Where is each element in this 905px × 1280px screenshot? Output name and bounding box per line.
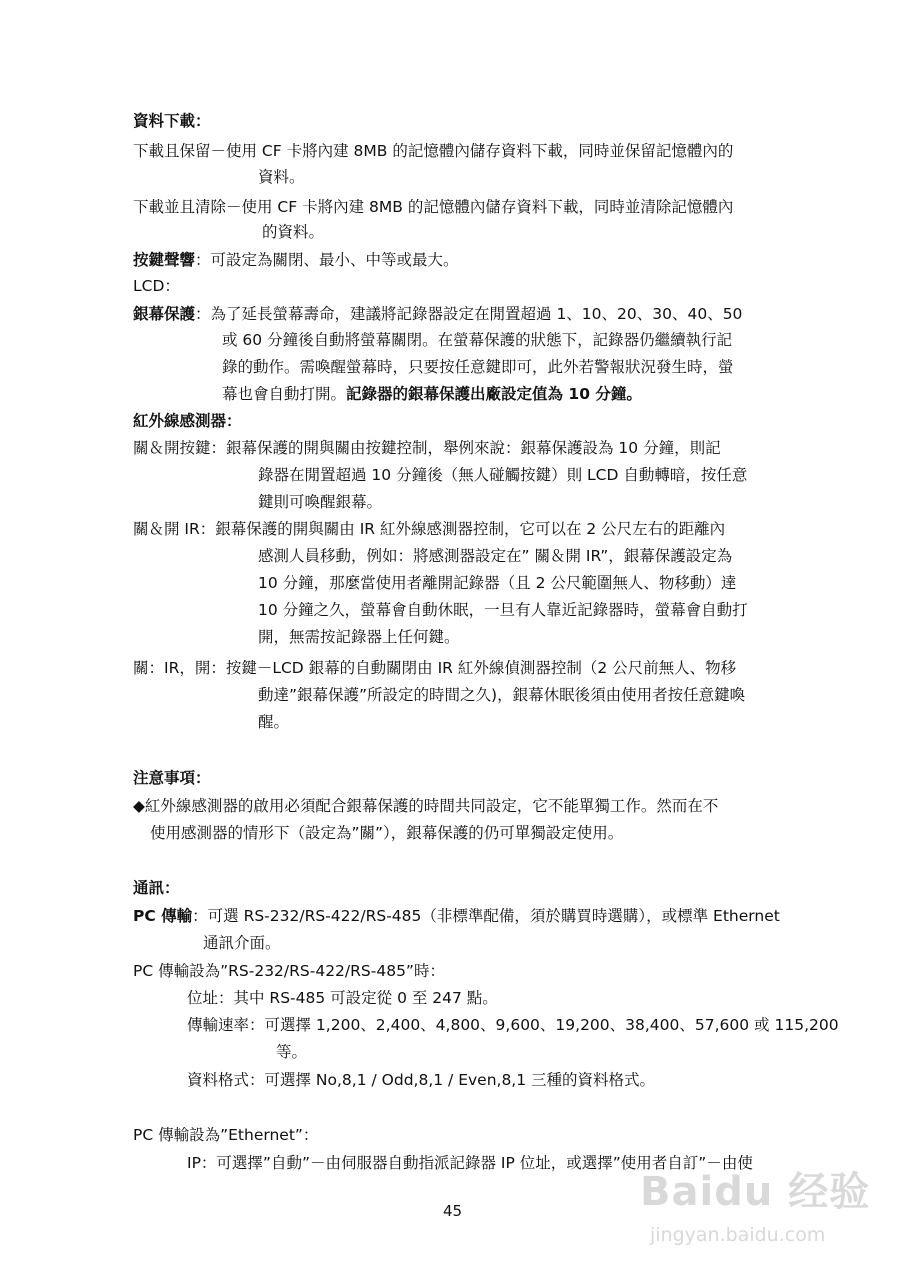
screensaver-text1: ：為了延長螢幕壽命，建議將記錄器設定在閒置超過 1、10、20、30、40、50 [195,305,743,323]
download-heading: 資料下載： [133,112,211,130]
comm-pc-line2: 通訊介面。 [203,934,281,952]
screensaver-line2: 或 60 分鐘後自動將螢幕關閉。在螢幕保護的狀態下，記錄器仍繼續執行記 [222,331,733,349]
download-clear-line1: 下載並且清除－使用 CF 卡將內建 8MB 的記憶體內儲存資料下載，同時並清除記憶體內 [133,198,734,216]
watermark-logo: Baidu 经验 [640,1169,871,1215]
ir-opt2-line5: 開，無需按記錄器上任何鍵。 [258,628,460,646]
comm-baud-line2: 等。 [276,1043,308,1061]
comm-eth-heading: PC 傳輸設為”Ethernet”： [133,1126,319,1144]
watermark [640,1160,890,1270]
ir-heading: 紅外線感測器： [133,412,242,430]
screensaver-line4 [222,384,642,404]
ir-opt2-line1: 關＆開 IR：銀幕保護的開與關由 IR 紅外線感測器控制，它可以在 2 公尺左右的距離內 [133,520,726,538]
ir-opt3-line3: 醒。 [258,713,290,731]
screensaver-line4a: 幕也會自動打開。 [222,385,347,403]
screensaver-line1 [133,304,742,324]
screensaver-label: 銀幕保護 [133,305,196,323]
comm-format: 資料格式：可選擇 No,8,1 / Odd,8,1 / Even,8,1 三種的資料格式。 [187,1071,656,1089]
comm-pc-label: PC 傳輸 [133,907,193,925]
comm-pc-line1 [133,906,780,926]
ir-opt1-line3: 鍵則可喚醒銀幕。 [258,493,383,511]
download-keep-line1: 下載且保留－使用 CF 卡將內建 8MB 的記憶體內儲存資料下載，同時並保留記憶體內的 [133,142,734,160]
ir-opt2-line4: 10 分鐘之久，螢幕會自動休眠，一旦有人靠近記錄器時，螢幕會自動打 [258,601,748,619]
notes-line2: 使用感測器的情形下（設定為”關”），銀幕保護的仍可單獨設定使用。 [150,824,624,842]
ir-opt3-line1: 關：IR，開：按鍵－LCD 銀幕的自動關閉由 IR 紅外線偵測器控制（2 公尺前無人、物移 [133,659,737,677]
notes-line1: ◆紅外線感測器的啟用必須配合銀幕保護的時間共同設定，它不能單獨工作。然而在不 [133,797,719,815]
page-number: 45 [442,1202,463,1220]
ir-opt3-line2: 動達”銀幕保護”所設定的時間之久)，銀幕休眠後須由使用者按任意鍵喚 [258,686,746,704]
lcd-heading: LCD： [133,277,180,295]
comm-rs-heading: PC 傳輸設為”RS-232/RS-422/RS-485”時： [133,962,445,980]
ir-opt1-line2: 錄器在閒置超過 10 分鐘後（無人碰觸按鍵）則 LCD 自動轉暗，按任意 [258,466,748,484]
key-beep-label: 按鍵聲響 [133,251,196,269]
ir-opt2-line2: 感測人員移動，例如：將感測器設定在” 關＆開 IR”，銀幕保護設定為 [258,547,733,565]
watermark-url: jingyan.baidu.com [650,1224,826,1246]
comm-address: 位址：其中 RS-485 可設定從 0 至 247 點。 [187,989,498,1007]
key-beep-line [133,250,459,270]
screensaver-factory-default: 記錄器的銀幕保護出廠設定值為 10 分鐘。 [346,385,642,403]
ir-opt2-line3: 10 分鐘，那麼當使用者離開記錄器（且 2 公尺範圍無人、物移動）達 [258,574,737,592]
key-beep-text: ：可設定為關閉、最小、中等或最大。 [195,251,459,269]
comm-heading: 通訊： [133,879,180,897]
comm-baud-line1: 傳輸速率：可選擇 1,200、2,400、4,800、9,600、19,200、38,400、57,600 或 115,200 [187,1016,839,1034]
ir-opt1-line1: 關＆開按鍵：銀幕保護的開與關由按鍵控制，舉例來說：銀幕保護設為 10 分鐘，則記 [133,439,721,457]
download-clear-line2: 的資料。 [262,223,325,241]
download-keep-line2: 資料。 [258,168,305,186]
comm-ip-line: IP：可選擇”自動”－由伺服器自動指派記錄器 IP 位址，或選擇”使用者自訂”－由使 [187,1154,753,1172]
notes-heading: 注意事項： [133,769,211,787]
screensaver-line3: 錄的動作。需喚醒螢幕時，只要按任意鍵即可，此外若警報狀況發生時，螢 [222,358,734,376]
comm-pc-text1: ：可選 RS-232/RS-422/RS-485（非標準配備，須於購買時選購），或標準 Ethernet [192,907,780,925]
